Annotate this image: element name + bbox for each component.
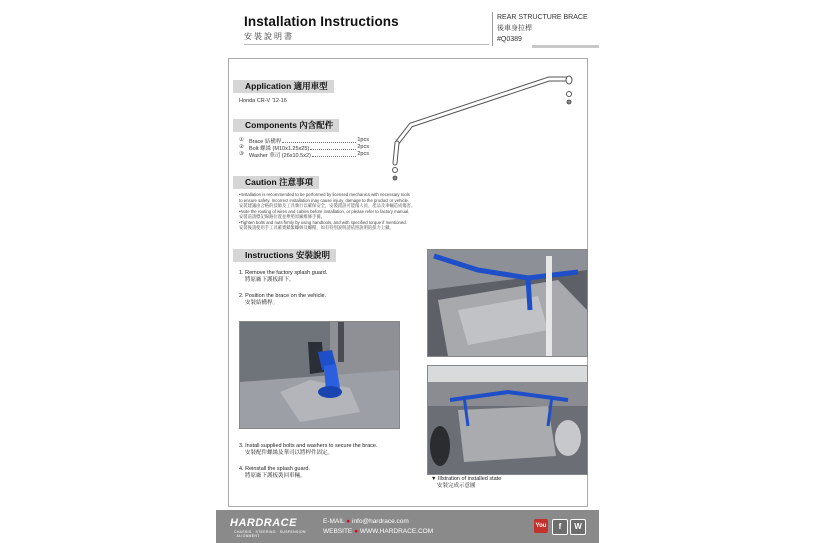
step-text: 2. Position the brace on the vehicle. [239,293,327,299]
caution-text [239,192,439,231]
component-no: ① [239,137,244,143]
website-value[interactable]: WWW.HARDRACE.COM [359,528,434,535]
photo-brace-position-art [240,322,399,428]
product-info [497,12,588,45]
caution-line: 安裝建議由合格的技師及工具執行以確保安全，安裝錯誤可能傷人員、產品及車輛造成傷害。 [239,203,416,208]
step-text-cn: 安裝配件螺絲及華司以將桿件固定。 [245,450,334,456]
step-3 [239,443,409,457]
component-qty: 2pcs [357,144,369,150]
washer-icon [393,168,398,173]
facebook-icon[interactable]: f [552,519,568,535]
photo-underside-view-art [428,250,587,356]
product-name-cn: 後車身拉桿 [497,25,532,32]
step-text: 3. Install supplied bolts and washers to secure the brace. [239,443,378,449]
brace-bar-highlight [397,79,569,143]
brand-tagline: CHASSIS · STEERING · SUSPENSION · ALIGNMENT [234,530,306,538]
step-text-cn: 將原廠下護板裝回車輛。 [245,473,306,479]
application-vehicle: Honda CR-V '12-16 [239,98,287,104]
instructions-heading: Instructions 安裝說明 [233,249,336,262]
header-accent-bar [532,45,599,48]
part-number: #Q0389 [497,36,522,43]
leader-dots [282,137,356,143]
component-row [239,151,369,159]
caution-line: 安裝前請標記線路位置並參照原廠維修手冊。 [239,214,325,219]
installed-caption-cn: 安裝完成示意圖 [437,483,476,489]
page-title-cn: 安裝說明書 [244,32,294,41]
application-heading: Application 適用車型 [233,80,334,93]
photo-installed-state [427,365,588,475]
photo-underside-view [427,249,588,357]
brace-blue-part [318,386,342,398]
component-name: Washer 華司 (26x10.5x2) [249,153,311,159]
installed-caption-text: Illstration of installed state [437,476,502,482]
brace-blue-part [528,278,530,310]
step-text-cn: 將原廠下護板卸下。 [245,277,295,283]
footer [216,510,599,543]
email-label: E-MAIL [323,518,345,525]
component-name: Brace 結構桿 [249,139,282,145]
caution-line: •Note the routing of wires and cables before installation, or please refer to factory manual. [239,208,410,214]
leader-dots [312,151,357,157]
email-dot-icon: ● [346,518,351,525]
caption-bullet-icon: ▼ [431,476,437,482]
washer-icon [567,92,572,97]
step-1 [239,270,409,284]
instruction-sheet [216,0,599,543]
photo-brace-position [239,321,400,429]
header-vertical-divider [492,12,493,46]
email-value[interactable]: info@hardrace.com [352,518,409,525]
bolt-icon [393,176,397,180]
components-heading: Components 內含配件 [233,119,339,132]
component-qty: 2pcs [357,151,369,157]
brace-leg-highlight [395,143,397,163]
component-no: ② [239,144,244,150]
caution-line: 安裝後請使用手工具確實鎖緊螺絲及螺帽，如有特別說明請依照說明的扭力上鎖。 [239,225,394,230]
content-frame [228,58,588,507]
brand-logo [230,516,308,536]
brace-end-eye [566,76,572,84]
step-text-cn: 安裝結構桿。 [245,300,279,306]
brand-name: HARDRACE [230,517,297,529]
footer-email [323,518,409,526]
wechat-icon[interactable]: W [570,519,586,535]
product-name: REAR STRUCTURE BRACE [497,14,588,21]
bolt-icon [567,100,571,104]
step-text: 1. Remove the factory splash guard. [239,270,328,276]
website-label: WEBSITE [323,528,353,535]
page-title: Installation Instructions [244,14,399,29]
caution-line: to ensure safety. Incorrect installation may cause injury, damage to the product or vehicle. [239,197,410,203]
caution-line: •Tighten bolts and nuts firmly by using handtools, and with specified torque if mentioned. [239,219,407,225]
website-dot-icon: ● [354,528,359,535]
component-qty: 1pcs [357,137,369,143]
header-divider [244,44,489,45]
component-no: ③ [239,151,244,157]
brace-diagram [379,67,579,187]
brace-bar [397,79,569,143]
installed-caption [431,476,501,483]
youtube-icon[interactable]: You [534,519,548,533]
caution-line: •Installation is recommended to be performed by licensed mechanics with necessary tools [239,192,410,197]
step-2 [239,293,409,307]
component-name: Bolt 螺絲 (M10x1.25x25) [249,146,310,152]
step-4 [239,466,409,480]
leader-dots [310,144,356,150]
photo-installed-state-art [428,366,587,474]
footer-website [323,528,433,536]
caution-heading: Caution 注意事項 [233,176,319,189]
step-text: 4. Reinstall the splash guard. [239,466,310,472]
